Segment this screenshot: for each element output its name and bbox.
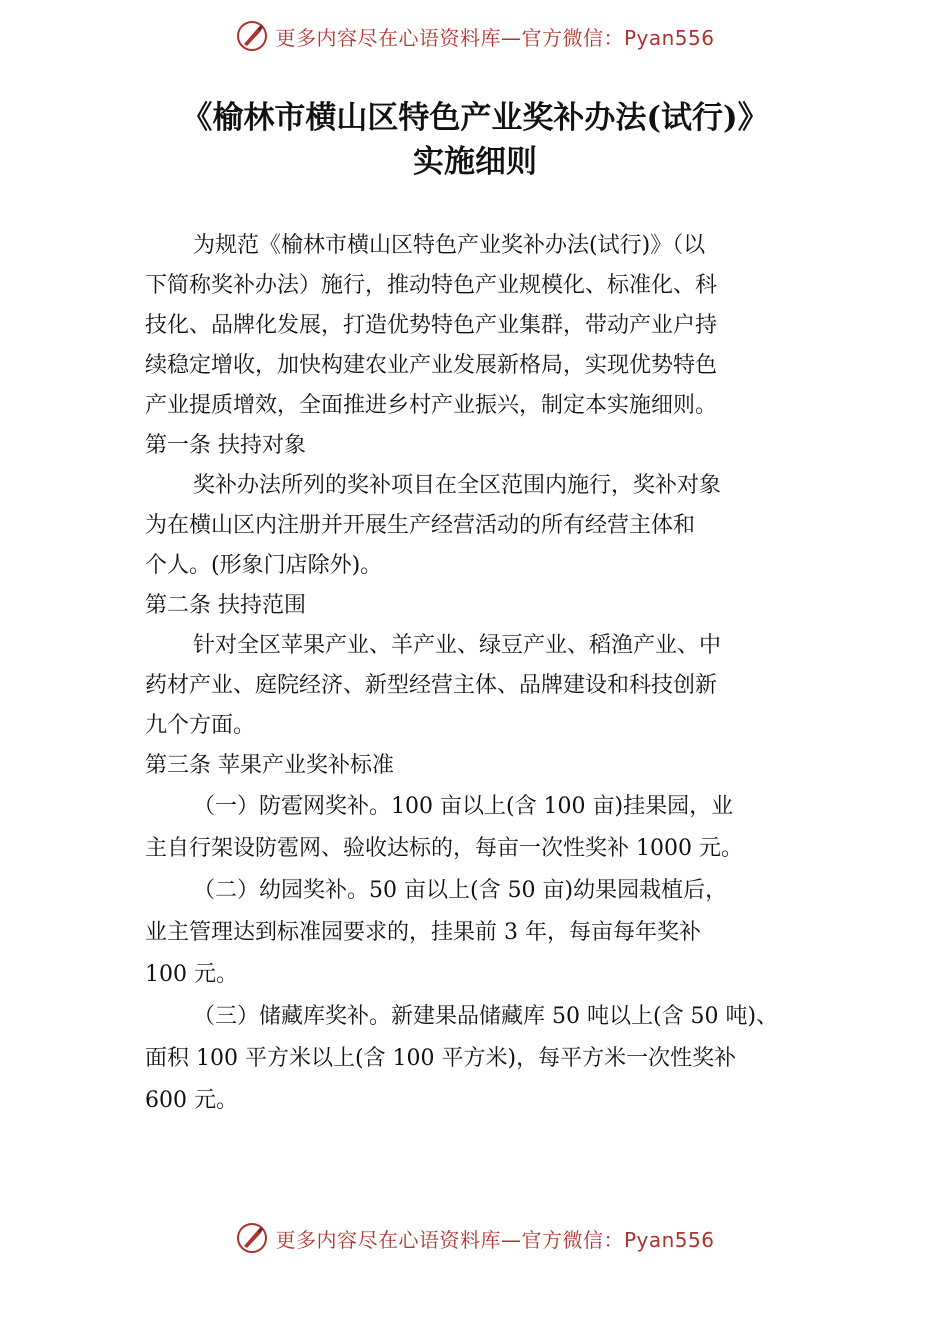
- document-body: [145, 226, 810, 1122]
- intro-paragraph: [145, 226, 810, 426]
- text-line: 下简称奖补办法）施行，推动特色产业规模化、标准化、科: [145, 273, 718, 298]
- banner-text: 更多内容尽在心语资料库—官方微信：Pyan556: [275, 1227, 715, 1252]
- banner-text: 更多内容尽在心语资料库—官方微信：Pyan556: [275, 25, 715, 50]
- title-line-1: 《榆林市横山区特色产业奖补办法(试行)》: [181, 100, 769, 136]
- header-banner: [0, 16, 950, 56]
- text-line: 个人。(形象门店除外)。: [145, 553, 383, 578]
- text-line: 技化、品牌化发展，打造优势特色产业集群，带动产业户持: [145, 313, 718, 338]
- text-line: 业主管理达到标准园要求的，挂果前 3 年，每亩每年奖补: [145, 920, 701, 945]
- article-1-paragraph: [145, 466, 810, 586]
- pen-nib-icon: [235, 1221, 269, 1255]
- text-line: （二）幼园奖补。50 亩以上(含 50 亩)幼果园栽植后，: [193, 878, 728, 903]
- text-line: 面积 100 平方米以上(含 100 平方米)，每平方米一次性奖补: [145, 1046, 737, 1071]
- article-2-paragraph: [145, 626, 810, 746]
- article-3-item-1: [145, 786, 810, 870]
- text-line: 九个方面。: [145, 713, 256, 738]
- text-line: （三）储藏库奖补。新建果品储藏库 50 吨以上(含 50 吨)、: [193, 1004, 779, 1029]
- article-1-heading: 第一条 扶持对象: [145, 433, 306, 458]
- footer-banner: [0, 1218, 950, 1258]
- text-line: 奖补办法所列的奖补项目在全区范围内施行，奖补对象: [193, 473, 722, 498]
- article-3-item-2: [145, 870, 810, 996]
- article-2-heading: 第二条 扶持范围: [145, 593, 306, 618]
- text-line: 100 元。: [145, 962, 238, 987]
- text-line: 针对全区苹果产业、羊产业、绿豆产业、稻渔产业、中: [193, 633, 722, 658]
- text-line: 为规范《榆林市横山区特色产业奖补办法(试行)》（以: [193, 233, 706, 258]
- title-line-2: 实施细则: [413, 144, 537, 180]
- article-3-item-3: [145, 996, 810, 1122]
- text-line: 为在横山区内注册并开展生产经营活动的所有经营主体和: [145, 513, 696, 538]
- text-line: 产业提质增效，全面推进乡村产业振兴，制定本实施细则。: [145, 393, 718, 418]
- text-line: 药材产业、庭院经济、新型经营主体、品牌建设和科技创新: [145, 673, 718, 698]
- text-line: 主自行架设防雹网、验收达标的，每亩一次性奖补 1000 元。: [145, 836, 743, 861]
- document-title: [100, 96, 850, 184]
- text-line: 续稳定增收，加快构建农业产业发展新格局，实现优势特色: [145, 353, 718, 378]
- pen-nib-icon: [235, 19, 269, 53]
- text-line: 600 元。: [145, 1088, 238, 1113]
- article-3-heading: 第三条 苹果产业奖补标准: [145, 753, 394, 778]
- text-line: （一）防雹网奖补。100 亩以上(含 100 亩)挂果园，业: [193, 794, 734, 819]
